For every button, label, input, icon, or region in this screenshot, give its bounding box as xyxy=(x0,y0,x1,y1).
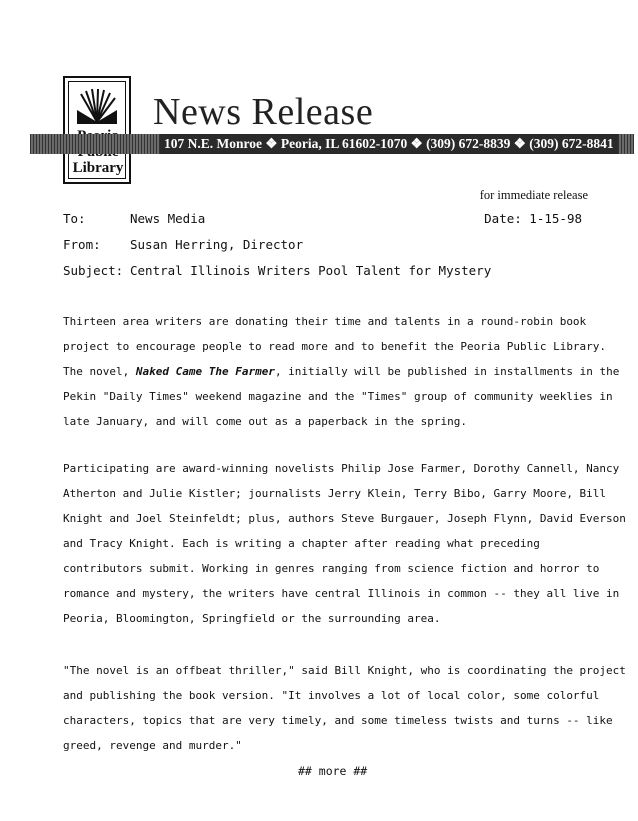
p1-line-3 xyxy=(63,359,620,384)
from-label: From: xyxy=(63,237,101,252)
from-value: Susan Herring, Director xyxy=(130,237,304,252)
more-marker: ## more ## xyxy=(298,764,368,778)
p2-line-6: romance and mystery, the writers have central Illinois in common -- they all live in xyxy=(63,587,620,600)
subject-value: Central Illinois Writers Pool Talent for Mystery xyxy=(130,263,492,278)
p2-line-4: and Tracy Knight. Each is writing a chapter after reading what preceding xyxy=(63,537,540,550)
p3-line-1: "The novel is an offbeat thriller," said Bill Knight, who is coordinating the project xyxy=(63,664,626,677)
library-logo xyxy=(63,76,131,184)
p3-line-4: greed, revenge and murder." xyxy=(63,739,242,752)
paragraph-1 xyxy=(63,309,620,434)
paragraph-2 xyxy=(63,456,626,631)
p3-line-3: characters, topics that are very timely, and some timeless twists and turns -- like xyxy=(63,714,613,727)
book-rays-icon xyxy=(73,86,121,126)
to-label: To: xyxy=(63,211,86,226)
paragraph-3 xyxy=(63,658,626,758)
p1-line-2: project to encourage people to read more and to benefit the Peoria Public Library. xyxy=(63,340,607,353)
to-value: News Media xyxy=(130,211,206,226)
p1-line-3-post: , initially will be published in installments in the xyxy=(274,365,620,378)
p2-line-1: Participating are award-winning novelists Philip Jose Farmer, Dorothy Cannell, Nancy xyxy=(63,462,620,475)
date-value: Date: 1-15-98 xyxy=(484,211,582,226)
p1-line-4: Pekin "Daily Times" weekend magazine and the "Times" group of community weeklies in xyxy=(63,390,613,403)
p2-line-2: Atherton and Julie Kistler; journalists Jerry Klein, Terry Bibo, Garry Moore, Bill xyxy=(63,487,607,500)
p2-line-3: Knight and Joel Steinfeldt; plus, authors Steve Burgauer, Joseph Flynn, David Everson xyxy=(63,512,626,525)
address-bar-text: 107 N.E. Monroe ❖ Peoria, IL 61602-1070 ❖ (309) 672-8839 ❖ (309) 672-8841 xyxy=(160,134,618,154)
from-row xyxy=(63,237,303,252)
p1-line-3-pre: The novel, xyxy=(63,365,136,378)
subject-label: Subject: xyxy=(63,263,124,278)
page-title: News Release xyxy=(153,91,374,133)
to-row xyxy=(63,211,205,226)
subject-row xyxy=(63,263,491,278)
p2-line-5: contributors submit. Working in genres ranging from science fiction and horror to xyxy=(63,562,600,575)
p3-line-2: and publishing the book version. "It involves a lot of local color, some colorful xyxy=(63,689,600,702)
book-title: Naked Came The Farmer xyxy=(135,365,275,378)
logo-line-3: Library xyxy=(72,160,124,176)
p1-line-1: Thirteen area writers are donating their time and talents in a round-robin book xyxy=(63,315,587,328)
p2-line-7: Peoria, Bloomington, Springfield or the surrounding area. xyxy=(63,612,441,625)
p1-line-5: late January, and will come out as a paperback in the spring. xyxy=(63,415,467,428)
release-note: for immediate release xyxy=(479,188,588,202)
